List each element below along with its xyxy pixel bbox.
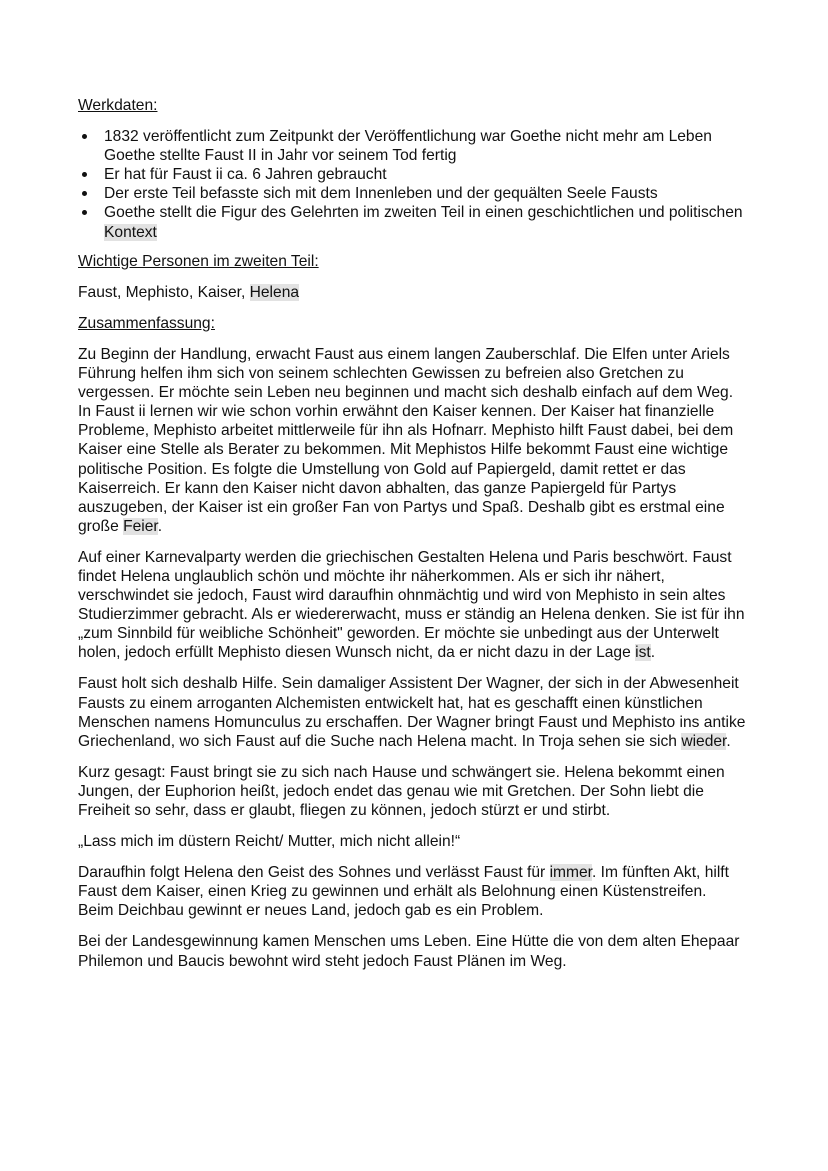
- werkdaten-list: [78, 127, 746, 242]
- list-item: Er hat für Faust ii ca. 6 Jahren gebraucht: [78, 165, 746, 184]
- paragraph-end: .: [650, 644, 656, 662]
- personen-list: [78, 283, 746, 302]
- paragraph: [78, 345, 746, 536]
- highlighted-word: Feier: [123, 517, 158, 535]
- werkdaten-heading: Werkdaten:: [78, 97, 158, 114]
- list-item: 1832 veröffentlicht zum Zeitpunkt der Veröffentlichung war Goethe nicht mehr am Leben Goethe stellte Faust II in Jahr vor seinem Tod fertig: [78, 127, 746, 165]
- quote: „Lass mich im düstern Reicht/ Mutter, mich nicht allein!“: [78, 833, 461, 851]
- paragraph-text: Faust holt sich deshalb Hilfe. Sein damaliger Assistent Der Wagner, der sich in der Abwesenheit Fausts zu einem arroganten Alchemisten entwickelt hat, hat es geschafft einen künstlichen Menschen namens Homunculus zu erschaffen. Der Wagner bringt Faust und Mephisto ins antike Griechenland, wo sich Faust auf die Suche nach Helena macht. In Troja sehen sie sich: [78, 675, 746, 750]
- document-content: [78, 96, 746, 983]
- paragraph-end: .: [726, 732, 731, 750]
- paragraph: [78, 674, 746, 750]
- paragraph-text: Zu Beginn der Handlung, erwacht Faust aus einem langen Zauberschlaf. Die Elfen unter Ariels Führung helfen ihm sich von seinem schlechten Gewissen zu befreien also Gretchen zu vergessen. Er möchte sein Leben neu beginnen und macht sich deshalb einfach auf dem Weg. In Faust ii lernen wir wie schon vorhin erwähnt den Kaiser kennen. Der Kaiser hat finanzielle Probleme, Mephisto arbeitet mittlerweile für ihn als Hofnarr. Mephisto hilft Faust dabei, bei dem Kaiser eine Stelle als Berater zu bekommen. Mit Mephistos Hilfe bekommt Faust eine wichtige politische Position. Es folgte die Umstellung von Gold auf Papiergeld, damit rettet er das Kaiserreich. Er kann den Kaiser nicht davon abhalten, das ganze Papiergeld für Partys auszugeben, der Kaiser ist ein großer Fan von Partys und Spaß. Deshalb gibt es erstmal eine große: [78, 345, 734, 535]
- highlighted-word: Helena: [249, 283, 300, 301]
- personen-text: Faust, Mephisto, Kaiser,: [78, 283, 246, 301]
- highlighted-word: immer: [549, 864, 593, 882]
- list-item: Der erste Teil befasste sich mit dem Innenleben und der gequälten Seele Fausts: [78, 184, 746, 203]
- highlighted-word: ist: [635, 644, 651, 662]
- list-item: [78, 203, 746, 241]
- paragraph: Kurz gesagt: Faust bringt sie zu sich nach Hause und schwängert sie. Helena bekommt einen Jungen, der Euphorion heißt, jedoch endet das genau wie mit Gretchen. Der Sohn liebt die Freiheit so sehr, dass er glaubt, fliegen zu können, jedoch stürzt er und stirbt.: [78, 763, 725, 819]
- highlighted-word: Kontext: [104, 223, 157, 241]
- list-item-text: Goethe stellt die Figur des Gelehrten im zweiten Teil in einen geschichtlichen und politischen: [104, 204, 743, 222]
- personen-heading: Wichtige Personen im zweiten Teil:: [78, 252, 319, 270]
- paragraph: [78, 863, 746, 920]
- paragraph: [78, 548, 746, 663]
- paragraph: Bei der Landesgewinnung kamen Menschen ums Leben. Eine Hütte die von dem alten Ehepaar Philemon und Baucis bewohnt wird steht jedoch Faust Plänen im Weg.: [78, 933, 740, 970]
- paragraph-end: .: [157, 517, 163, 535]
- paragraph-text: Auf einer Karnevalparty werden die griechischen Gestalten Helena und Paris beschwört. Faust findet Helena unglaublich schön und möchte ihr näherkommen. Als er sich ihr nähert, verschwindet sie jedoch, Faust wird daraufhin ohnmächtig und wird von Mephisto in sein altes Studierzimmer gebracht. Als er wiedererwacht, muss er ständig an Helena denken. Sie ist für ihn „zum Sinnbild für weibliche Schönheit" geworden. Er möchte sie unbedingt aus der Unterwelt holen, jedoch erfüllt Mephisto diesen Wunsch nicht, da er nicht dazu in der Lage: [78, 548, 745, 662]
- paragraph-text: . Im fünften Akt, hilft Faust dem Kaiser, einen Krieg zu gewinnen und erhält als Belohnung einen Küstenstreifen. Beim Deichbau gewinnt er neues Land, jedoch gab es ein Problem.: [78, 864, 729, 920]
- highlighted-word: wieder: [681, 732, 727, 750]
- paragraph-text: Daraufhin folgt Helena den Geist des Sohnes und verlässt Faust für: [78, 864, 546, 882]
- zusammenfassung-heading: Zusammenfassung:: [78, 314, 215, 332]
